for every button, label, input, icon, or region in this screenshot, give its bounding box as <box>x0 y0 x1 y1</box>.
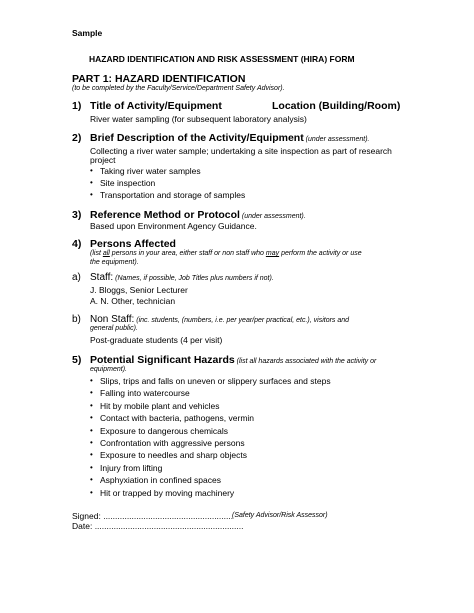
section-4-heading <box>72 238 176 250</box>
section-4-number: 4) <box>72 238 82 250</box>
section-2-heading <box>72 132 369 144</box>
bullet-icon: • <box>90 413 93 423</box>
bullet-icon: • <box>90 376 93 385</box>
part1-heading: PART 1: HAZARD IDENTIFICATION <box>72 73 246 85</box>
section-2-number: 2) <box>72 132 82 144</box>
form-title: HAZARD IDENTIFICATION AND RISK ASSESSMENT (HIRA) FORM <box>89 54 355 64</box>
location-label: Location (Building/Room) <box>272 100 401 112</box>
staff-label: a) <box>72 272 81 283</box>
section-4-title: Persons Affected <box>90 238 176 250</box>
section-2-text-line2: project <box>90 155 116 165</box>
staff-note: (Names, if possible, Job Titles plus numbers if not). <box>113 275 274 282</box>
section-4-note-line1: (list all persons in your area, either staff or non staff who may perform the activity or use <box>90 250 362 257</box>
section-3-text: Based upon Environment Agency Guidance. <box>90 221 257 231</box>
bullet-icon: • <box>90 166 93 175</box>
bullet-icon: • <box>90 178 93 187</box>
date-field[interactable]: ............................................................... <box>92 521 244 531</box>
date-line <box>72 521 243 531</box>
part1-note: (to be completed by the Faculty/Service/Department Safety Advisor). <box>72 85 285 92</box>
section-5-title: Potential Significant Hazards <box>90 354 235 366</box>
document-page: Sample HAZARD IDENTIFICATION AND RISK ASSESSMENT (HIRA) FORM PART 1: HAZARD IDENTIFICATION (to be completed by the Faculty/Service/Department Safety Advisor). 1) Title of Activity/Equipment Location (Building/Room) River water sampling (for subsequent laboratory analysis) 2) Brief Description of the Activity/Equipment (under assessment). Collecting a river water sample; undertaking a site inspection as part of research project • Taking river water samples • Site inspection • Transportation and storage of samples 3) Reference Method or Protocol (under assessment). Based upon Environment Agency Guidance. 4) Persons Affected (list all persons in your area, either staff or non staff who may perform the activity or use the equipment). a) Staff: (Names, if possible, Job Titles plus numbers if not). J. Bloggs, Senior Lecturer A. N. Other, technician b) Non Staff: (inc. students, (numbers, i.e. per year/per practical, etc.), visitors and general public). Post-graduate students (4 per visit) 5) Potential Significant Hazards (list all hazards associated with the activity or equipment). • Slips, trips and falls on uneven or slippery surfaces and steps • Falling into watercourse • Hit by mobile plant and vehicles • Contact with bacteria, pathogens, vermin • Exposure to dangerous chemicals • Confrontation with aggressive persons • Exposure to needles and sharp objects • Injury from lifting • Asphyxiation in confined spaces • Hit or trapped by moving machinery Signed: ....................................................... (Safety Advisor/Risk Assessor) Date: ............................................................... <box>72 28 401 531</box>
bullet-icon: • <box>90 190 93 199</box>
signed-role: (Safety Advisor/Risk Assessor) <box>232 512 328 519</box>
section-5-number: 5) <box>72 354 82 366</box>
nonstaff-heading: b) Non Staff: (inc. students, (numbers, i.e. per year/per practical, etc.), visitors and <box>72 314 350 325</box>
section-3-number: 3) <box>72 209 82 221</box>
bullet-icon: • <box>90 487 93 497</box>
section-1-number: 1) <box>72 100 82 112</box>
staff-heading: a) Staff: (Names, if possible, Job Titles plus numbers if not). <box>72 272 274 283</box>
bullet-icon: • <box>90 400 93 410</box>
section-3-title: Reference Method or Protocol <box>90 209 240 221</box>
section-5-note-line2: equipment). <box>90 366 127 373</box>
section-2-note: (under assessment). <box>303 136 370 143</box>
nonstaff-label: b) <box>72 314 81 325</box>
bullet-icon: • <box>90 437 93 447</box>
section-3-note: (under assessment). <box>239 213 306 220</box>
section-2-text-line1: Collecting a river water sample; undertaking a site inspection as part of research <box>90 146 392 156</box>
section-2-title: Brief Description of the Activity/Equipment <box>90 132 304 144</box>
section-1-title: Title of Activity/Equipment <box>90 100 222 112</box>
section-1-text: River water sampling (for subsequent laboratory analysis) <box>90 114 307 124</box>
staff-line1: J. Bloggs, Senior Lecturer <box>90 285 188 295</box>
staff-line2: A. N. Other, technician <box>90 296 176 306</box>
nonstaff-note-line2: general public). <box>90 325 138 332</box>
section-1-heading <box>72 100 222 112</box>
date-label: Date: <box>72 521 93 531</box>
nonstaff-note-line1: (inc. students, (numbers, i.e. per year/per practical, etc.), visitors and <box>134 317 350 324</box>
signed-label: Signed: <box>72 511 101 521</box>
bullet-icon: • <box>90 388 93 398</box>
bullet-icon: • <box>90 450 93 460</box>
nonstaff-name: Non Staff <box>90 314 132 325</box>
signed-field[interactable]: ....................................................... <box>100 511 234 521</box>
bullet-icon: • <box>90 425 93 435</box>
section-3-heading <box>72 209 306 221</box>
nonstaff-text: Post-graduate students (4 per visit) <box>90 335 223 345</box>
section-4-note-line2: the equipment). <box>90 259 139 266</box>
bullet-icon: • <box>90 475 93 485</box>
staff-name: Staff <box>90 272 111 283</box>
section-5-note-line1: (list all hazards associated with the activity or <box>234 358 377 365</box>
sample-label: Sample <box>72 28 103 38</box>
signed-line <box>72 511 233 521</box>
section-5-heading <box>72 354 376 366</box>
bullet-icon: • <box>90 462 93 472</box>
